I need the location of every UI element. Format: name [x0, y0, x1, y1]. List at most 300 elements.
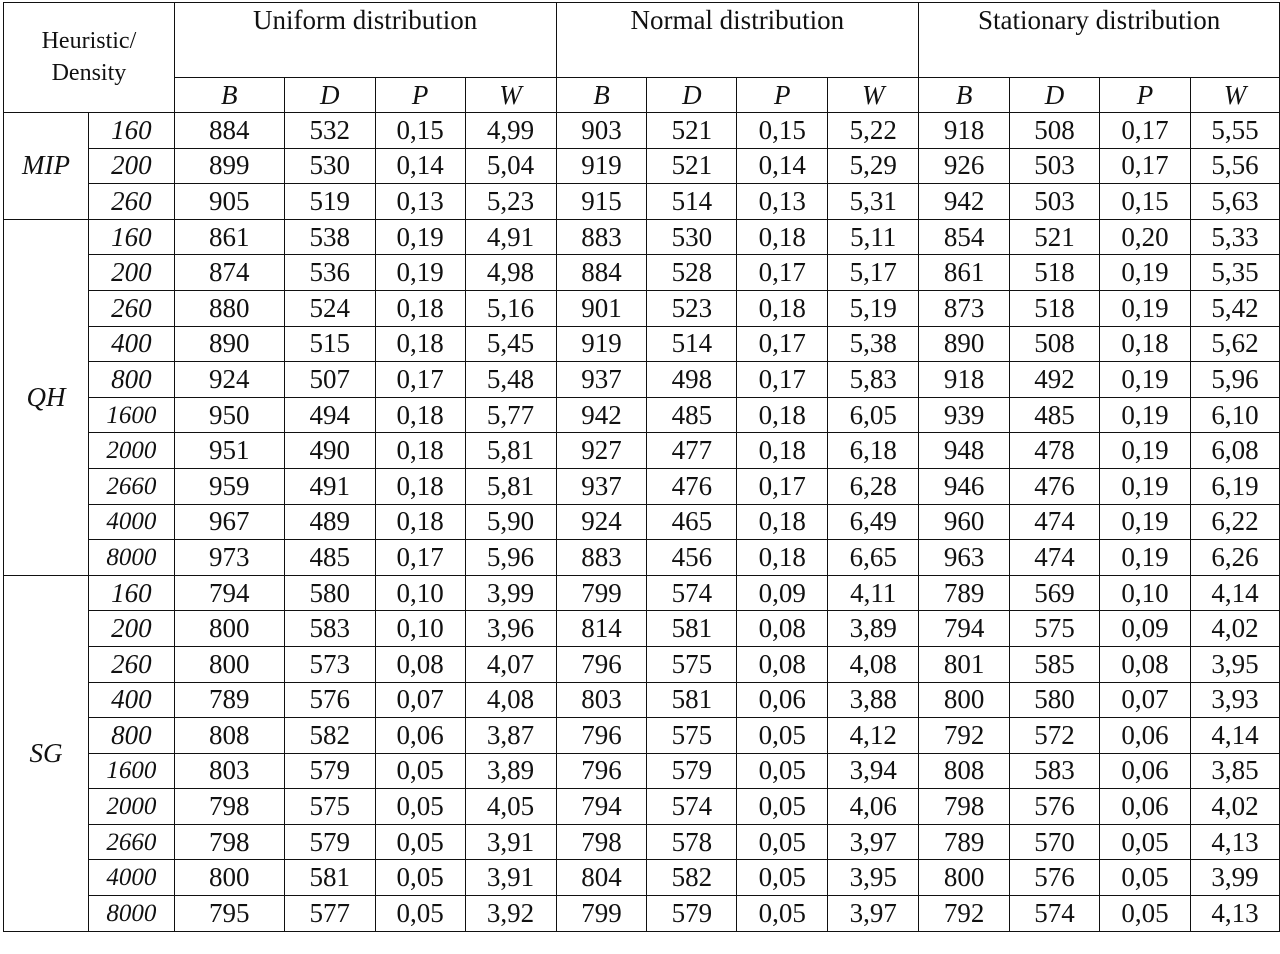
- value-cell: 5,19: [828, 290, 919, 326]
- value-cell: 574: [1010, 896, 1100, 932]
- value-cell: 508: [1010, 326, 1100, 362]
- metric-header: B: [556, 78, 647, 113]
- value-cell: 3,88: [828, 682, 919, 718]
- value-cell: 4,02: [1190, 611, 1279, 647]
- value-cell: 5,81: [465, 468, 556, 504]
- value-cell: 524: [284, 290, 375, 326]
- heuristic-label: SG: [4, 575, 89, 931]
- value-cell: 0,18: [737, 397, 828, 433]
- value-cell: 0,19: [1100, 433, 1191, 469]
- value-cell: 494: [284, 397, 375, 433]
- value-cell: 5,17: [828, 255, 919, 291]
- value-cell: 3,95: [828, 860, 919, 896]
- metric-header: D: [284, 78, 375, 113]
- value-cell: 478: [1010, 433, 1100, 469]
- value-cell: 3,89: [465, 753, 556, 789]
- value-cell: 0,17: [737, 468, 828, 504]
- value-cell: 5,33: [1190, 219, 1279, 255]
- value-cell: 0,07: [1100, 682, 1191, 718]
- value-cell: 5,45: [465, 326, 556, 362]
- value-cell: 518: [1010, 290, 1100, 326]
- value-cell: 536: [284, 255, 375, 291]
- value-cell: 4,02: [1190, 789, 1279, 825]
- value-cell: 803: [174, 753, 284, 789]
- value-cell: 873: [919, 290, 1010, 326]
- value-cell: 951: [174, 433, 284, 469]
- value-cell: 0,19: [1100, 255, 1191, 291]
- table-row: [4, 326, 1280, 362]
- density-label: 1600: [88, 753, 174, 789]
- value-cell: 0,10: [1100, 575, 1191, 611]
- value-cell: 0,17: [737, 326, 828, 362]
- value-cell: 576: [1010, 789, 1100, 825]
- value-cell: 521: [647, 148, 737, 184]
- value-cell: 801: [919, 646, 1010, 682]
- value-cell: 0,15: [737, 113, 828, 149]
- value-cell: 937: [556, 468, 647, 504]
- value-cell: 0,05: [375, 753, 465, 789]
- value-cell: 800: [919, 860, 1010, 896]
- value-cell: 515: [284, 326, 375, 362]
- value-cell: 792: [919, 718, 1010, 754]
- value-cell: 796: [556, 718, 647, 754]
- density-label: 800: [88, 718, 174, 754]
- table-row: [4, 540, 1280, 576]
- density-label: 260: [88, 646, 174, 682]
- value-cell: 0,18: [1100, 326, 1191, 362]
- value-cell: 937: [556, 362, 647, 398]
- value-cell: 579: [647, 753, 737, 789]
- value-cell: 3,85: [1190, 753, 1279, 789]
- density-label: 260: [88, 184, 174, 220]
- value-cell: 0,18: [375, 397, 465, 433]
- value-cell: 3,93: [1190, 682, 1279, 718]
- value-cell: 0,19: [1100, 397, 1191, 433]
- value-cell: 0,15: [375, 113, 465, 149]
- value-cell: 0,19: [375, 219, 465, 255]
- value-cell: 884: [174, 113, 284, 149]
- value-cell: 583: [284, 611, 375, 647]
- value-cell: 0,14: [737, 148, 828, 184]
- value-cell: 6,18: [828, 433, 919, 469]
- metric-header: B: [919, 78, 1010, 113]
- value-cell: 4,05: [465, 789, 556, 825]
- value-cell: 4,98: [465, 255, 556, 291]
- value-cell: 0,05: [737, 896, 828, 932]
- metric-header: P: [737, 78, 828, 113]
- value-cell: 508: [1010, 113, 1100, 149]
- table-row: [4, 824, 1280, 860]
- value-cell: 0,19: [375, 255, 465, 291]
- value-cell: 948: [919, 433, 1010, 469]
- value-cell: 6,28: [828, 468, 919, 504]
- value-cell: 861: [174, 219, 284, 255]
- value-cell: 3,99: [465, 575, 556, 611]
- value-cell: 5,16: [465, 290, 556, 326]
- value-cell: 3,87: [465, 718, 556, 754]
- value-cell: 899: [174, 148, 284, 184]
- metric-header: W: [465, 78, 556, 113]
- density-label: 200: [88, 611, 174, 647]
- value-cell: 4,07: [465, 646, 556, 682]
- density-label: 4000: [88, 504, 174, 540]
- value-cell: 0,18: [375, 468, 465, 504]
- value-cell: 0,05: [1100, 824, 1191, 860]
- value-cell: 0,05: [1100, 896, 1191, 932]
- value-cell: 5,96: [1190, 362, 1279, 398]
- value-cell: 927: [556, 433, 647, 469]
- corner-header: Heuristic/ Density: [4, 3, 175, 113]
- density-label: 160: [88, 219, 174, 255]
- value-cell: 4,14: [1190, 575, 1279, 611]
- value-cell: 514: [647, 326, 737, 362]
- density-label: 8000: [88, 540, 174, 576]
- value-cell: 0,07: [375, 682, 465, 718]
- value-cell: 796: [556, 646, 647, 682]
- value-cell: 0,08: [737, 646, 828, 682]
- value-cell: 903: [556, 113, 647, 149]
- value-cell: 582: [647, 860, 737, 896]
- value-cell: 0,19: [1100, 504, 1191, 540]
- value-cell: 798: [919, 789, 1010, 825]
- table-row: [4, 718, 1280, 754]
- value-cell: 884: [556, 255, 647, 291]
- value-cell: 880: [174, 290, 284, 326]
- value-cell: 514: [647, 184, 737, 220]
- value-cell: 814: [556, 611, 647, 647]
- distribution-header: Uniform distribution: [174, 3, 556, 78]
- value-cell: 794: [919, 611, 1010, 647]
- value-cell: 0,18: [737, 433, 828, 469]
- value-cell: 0,17: [1100, 148, 1191, 184]
- value-cell: 0,18: [375, 504, 465, 540]
- value-cell: 5,63: [1190, 184, 1279, 220]
- value-cell: 570: [1010, 824, 1100, 860]
- value-cell: 585: [1010, 646, 1100, 682]
- value-cell: 5,38: [828, 326, 919, 362]
- value-cell: 456: [647, 540, 737, 576]
- table-row: [4, 646, 1280, 682]
- value-cell: 3,91: [465, 860, 556, 896]
- value-cell: 5,81: [465, 433, 556, 469]
- density-label: 400: [88, 326, 174, 362]
- value-cell: 583: [1010, 753, 1100, 789]
- value-cell: 926: [919, 148, 1010, 184]
- value-cell: 861: [919, 255, 1010, 291]
- value-cell: 569: [1010, 575, 1100, 611]
- value-cell: 0,10: [375, 611, 465, 647]
- density-label: 2000: [88, 789, 174, 825]
- value-cell: 489: [284, 504, 375, 540]
- value-cell: 3,97: [828, 824, 919, 860]
- value-cell: 0,19: [1100, 468, 1191, 504]
- value-cell: 523: [647, 290, 737, 326]
- value-cell: 5,04: [465, 148, 556, 184]
- value-cell: 6,26: [1190, 540, 1279, 576]
- results-table: [3, 2, 1280, 932]
- density-label: 4000: [88, 860, 174, 896]
- value-cell: 492: [1010, 362, 1100, 398]
- value-cell: 915: [556, 184, 647, 220]
- value-cell: 792: [919, 896, 1010, 932]
- value-cell: 4,14: [1190, 718, 1279, 754]
- value-cell: 0,06: [1100, 789, 1191, 825]
- value-cell: 581: [284, 860, 375, 896]
- value-cell: 0,05: [737, 789, 828, 825]
- value-cell: 0,09: [1100, 611, 1191, 647]
- table-row: [4, 468, 1280, 504]
- value-cell: 795: [174, 896, 284, 932]
- value-cell: 576: [1010, 860, 1100, 896]
- value-cell: 0,05: [375, 860, 465, 896]
- value-cell: 503: [1010, 148, 1100, 184]
- value-cell: 5,96: [465, 540, 556, 576]
- value-cell: 905: [174, 184, 284, 220]
- value-cell: 532: [284, 113, 375, 149]
- value-cell: 960: [919, 504, 1010, 540]
- value-cell: 530: [647, 219, 737, 255]
- value-cell: 518: [1010, 255, 1100, 291]
- value-cell: 491: [284, 468, 375, 504]
- value-cell: 808: [174, 718, 284, 754]
- table-row: [4, 753, 1280, 789]
- value-cell: 890: [174, 326, 284, 362]
- value-cell: 485: [284, 540, 375, 576]
- value-cell: 0,18: [375, 290, 465, 326]
- value-cell: 973: [174, 540, 284, 576]
- value-cell: 476: [647, 468, 737, 504]
- table-row: [4, 682, 1280, 718]
- table-row: [4, 113, 1280, 149]
- value-cell: 579: [284, 824, 375, 860]
- value-cell: 6,19: [1190, 468, 1279, 504]
- value-cell: 5,56: [1190, 148, 1279, 184]
- value-cell: 575: [647, 718, 737, 754]
- value-cell: 485: [1010, 397, 1100, 433]
- value-cell: 4,12: [828, 718, 919, 754]
- value-cell: 0,13: [737, 184, 828, 220]
- value-cell: 0,18: [737, 290, 828, 326]
- value-cell: 4,13: [1190, 824, 1279, 860]
- value-cell: 919: [556, 148, 647, 184]
- table-body: [4, 113, 1280, 932]
- value-cell: 0,18: [375, 326, 465, 362]
- value-cell: 918: [919, 113, 1010, 149]
- value-cell: 0,17: [737, 362, 828, 398]
- value-cell: 4,11: [828, 575, 919, 611]
- value-cell: 573: [284, 646, 375, 682]
- value-cell: 577: [284, 896, 375, 932]
- value-cell: 576: [284, 682, 375, 718]
- value-cell: 939: [919, 397, 1010, 433]
- value-cell: 5,48: [465, 362, 556, 398]
- value-cell: 800: [919, 682, 1010, 718]
- density-label: 8000: [88, 896, 174, 932]
- value-cell: 5,62: [1190, 326, 1279, 362]
- table-row: [4, 611, 1280, 647]
- metric-header: D: [1010, 78, 1100, 113]
- value-cell: 883: [556, 540, 647, 576]
- value-cell: 0,17: [1100, 113, 1191, 149]
- value-cell: 942: [556, 397, 647, 433]
- value-cell: 0,17: [737, 255, 828, 291]
- value-cell: 0,20: [1100, 219, 1191, 255]
- density-label: 2660: [88, 468, 174, 504]
- metric-header: P: [375, 78, 465, 113]
- value-cell: 4,99: [465, 113, 556, 149]
- value-cell: 0,05: [375, 896, 465, 932]
- value-cell: 800: [174, 646, 284, 682]
- value-cell: 919: [556, 326, 647, 362]
- value-cell: 575: [1010, 611, 1100, 647]
- value-cell: 572: [1010, 718, 1100, 754]
- value-cell: 578: [647, 824, 737, 860]
- distribution-header: Stationary distribution: [919, 3, 1280, 78]
- value-cell: 4,08: [465, 682, 556, 718]
- value-cell: 0,19: [1100, 290, 1191, 326]
- density-label: 200: [88, 255, 174, 291]
- table-row: [4, 433, 1280, 469]
- value-cell: 800: [174, 611, 284, 647]
- value-cell: 3,94: [828, 753, 919, 789]
- value-cell: 0,09: [737, 575, 828, 611]
- value-cell: 890: [919, 326, 1010, 362]
- value-cell: 789: [919, 824, 1010, 860]
- value-cell: 942: [919, 184, 1010, 220]
- table-row: [4, 789, 1280, 825]
- value-cell: 0,06: [375, 718, 465, 754]
- value-cell: 950: [174, 397, 284, 433]
- value-cell: 0,05: [737, 718, 828, 754]
- value-cell: 804: [556, 860, 647, 896]
- value-cell: 901: [556, 290, 647, 326]
- table-row: [4, 219, 1280, 255]
- value-cell: 3,92: [465, 896, 556, 932]
- value-cell: 883: [556, 219, 647, 255]
- value-cell: 0,06: [1100, 753, 1191, 789]
- value-cell: 0,05: [1100, 860, 1191, 896]
- value-cell: 967: [174, 504, 284, 540]
- value-cell: 465: [647, 504, 737, 540]
- density-label: 400: [88, 682, 174, 718]
- value-cell: 963: [919, 540, 1010, 576]
- value-cell: 0,18: [737, 504, 828, 540]
- value-cell: 794: [556, 789, 647, 825]
- value-cell: 6,05: [828, 397, 919, 433]
- value-cell: 799: [556, 575, 647, 611]
- value-cell: 528: [647, 255, 737, 291]
- value-cell: 4,13: [1190, 896, 1279, 932]
- value-cell: 0,18: [737, 540, 828, 576]
- table-row: [4, 860, 1280, 896]
- value-cell: 0,18: [737, 219, 828, 255]
- density-label: 1600: [88, 397, 174, 433]
- value-cell: 5,29: [828, 148, 919, 184]
- density-label: 160: [88, 113, 174, 149]
- density-label: 800: [88, 362, 174, 398]
- value-cell: 798: [556, 824, 647, 860]
- table-row: [4, 504, 1280, 540]
- value-cell: 959: [174, 468, 284, 504]
- value-cell: 6,08: [1190, 433, 1279, 469]
- value-cell: 3,99: [1190, 860, 1279, 896]
- value-cell: 0,08: [375, 646, 465, 682]
- value-cell: 0,15: [1100, 184, 1191, 220]
- results-table-container: [3, 2, 1280, 932]
- value-cell: 490: [284, 433, 375, 469]
- value-cell: 3,95: [1190, 646, 1279, 682]
- metric-header-row: [4, 78, 1280, 113]
- value-cell: 5,23: [465, 184, 556, 220]
- value-cell: 521: [1010, 219, 1100, 255]
- value-cell: 5,77: [465, 397, 556, 433]
- value-cell: 498: [647, 362, 737, 398]
- metric-header: P: [1100, 78, 1191, 113]
- value-cell: 6,22: [1190, 504, 1279, 540]
- value-cell: 0,08: [1100, 646, 1191, 682]
- value-cell: 3,91: [465, 824, 556, 860]
- value-cell: 579: [284, 753, 375, 789]
- value-cell: 5,90: [465, 504, 556, 540]
- value-cell: 581: [647, 611, 737, 647]
- value-cell: 0,10: [375, 575, 465, 611]
- density-label: 2000: [88, 433, 174, 469]
- value-cell: 0,05: [375, 824, 465, 860]
- value-cell: 5,55: [1190, 113, 1279, 149]
- density-label: 160: [88, 575, 174, 611]
- metric-header: D: [647, 78, 737, 113]
- value-cell: 581: [647, 682, 737, 718]
- value-cell: 0,06: [1100, 718, 1191, 754]
- value-cell: 0,05: [375, 789, 465, 825]
- value-cell: 874: [174, 255, 284, 291]
- value-cell: 5,22: [828, 113, 919, 149]
- value-cell: 0,05: [737, 860, 828, 896]
- value-cell: 0,18: [375, 433, 465, 469]
- value-cell: 0,14: [375, 148, 465, 184]
- value-cell: 574: [647, 575, 737, 611]
- value-cell: 575: [647, 646, 737, 682]
- value-cell: 507: [284, 362, 375, 398]
- value-cell: 4,06: [828, 789, 919, 825]
- value-cell: 530: [284, 148, 375, 184]
- value-cell: 796: [556, 753, 647, 789]
- value-cell: 580: [284, 575, 375, 611]
- value-cell: 5,35: [1190, 255, 1279, 291]
- value-cell: 485: [647, 397, 737, 433]
- value-cell: 6,10: [1190, 397, 1279, 433]
- metric-header: W: [1190, 78, 1279, 113]
- value-cell: 789: [174, 682, 284, 718]
- table-row: [4, 290, 1280, 326]
- value-cell: 0,05: [737, 753, 828, 789]
- value-cell: 0,17: [375, 540, 465, 576]
- value-cell: 477: [647, 433, 737, 469]
- value-cell: 5,83: [828, 362, 919, 398]
- heuristic-label: MIP: [4, 113, 89, 220]
- value-cell: 854: [919, 219, 1010, 255]
- value-cell: 476: [1010, 468, 1100, 504]
- value-cell: 575: [284, 789, 375, 825]
- value-cell: 5,31: [828, 184, 919, 220]
- value-cell: 5,11: [828, 219, 919, 255]
- value-cell: 521: [647, 113, 737, 149]
- value-cell: 0,06: [737, 682, 828, 718]
- table-row: [4, 255, 1280, 291]
- distribution-header-row: [4, 3, 1280, 78]
- value-cell: 789: [919, 575, 1010, 611]
- value-cell: 0,19: [1100, 362, 1191, 398]
